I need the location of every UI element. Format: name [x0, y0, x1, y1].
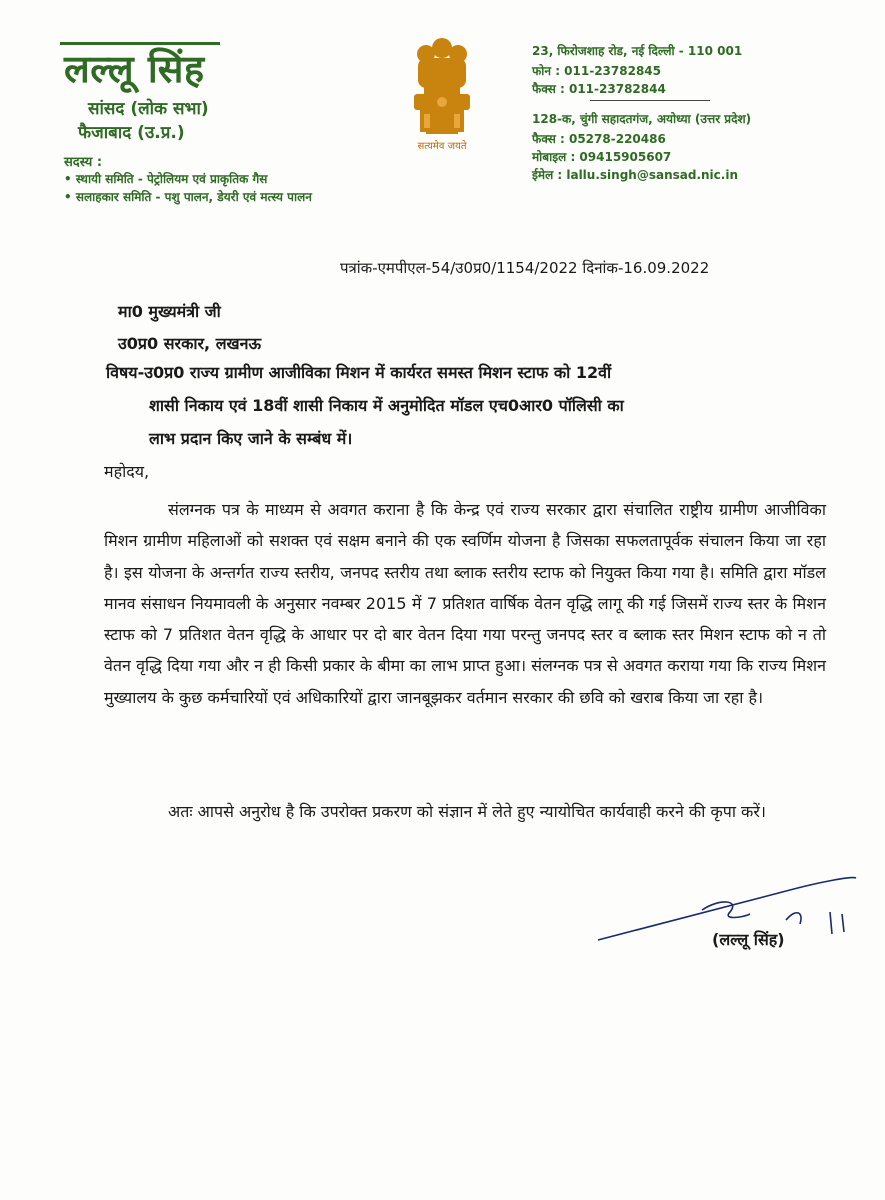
mp-name: लल्लू सिंह [64, 47, 205, 91]
body-paragraph-1: संलग्नक पत्र के माध्यम से अवगत कराना है कि केन्द्र एवं राज्य सरकार द्वारा संचालित राष्ट्रीय ग्रामीण आजीविका मिशन ग्रामीण महिलाओं को सशक्त एवं सक्षम बनाने की एक स्वर्णिम योजना है जिसका सफलतापूर्वक संचालन किया जा रहा है। इस योजना के अन्तर्गत राज्य स्तरीय, जनपद स्तरीय तथा ब्लाक स्तरीय स्टाफ को नियुक्त किया गया है। समिति द्वारा मॉडल मानव संसाधन नियमावली के अनुसार नवम्बर 2015 में 7 प्रतिशत वार्षिक वेतन वृद्धि लागू की गई जिसमें राज्य स्तर के मिशन स्टाफ को 7 प्रतिशत वेतन वृद्धि के आधार पर दो बार वेतन दिया गया परन्तु जनपद स्तर व ब्लाक स्तर मिशन स्टाफ को न तो वेतन वृद्धि दिया गया और न ही किसी प्रकार के बीमा का लाभ प्राप्त हुआ। संलग्नक पत्र से अवगत कराया गया कि राज्य मिशन मुख्यालय के कुछ कर्मचारियों एवं अधिकारियों द्वारा जानबूझकर वर्तमान सरकार की छवि को खराब किया जा रहा है। [104, 500, 826, 707]
addressee-line-2: उ0प्र0 सरकार, लखनऊ [118, 334, 262, 353]
mp-post: सांसद (लोक सभा) [88, 99, 209, 119]
letter-reference: पत्रांक-एमपीएल-54/उ0प्र0/1154/2022 दिनांक-16.09.2022 [340, 259, 710, 277]
member-heading: सदस्य : [64, 155, 103, 170]
delhi-phone: फोन : 011-23782845 [532, 64, 662, 78]
committee-1: • स्थायी समिति - पेट्रोलियम एवं प्राकृतिक गैस [64, 172, 268, 186]
subject-line-3: लाभ प्रदान किए जाने के सम्बंध में। [149, 429, 353, 448]
letter-subject [106, 356, 826, 455]
subject-line-1: विषय-उ0प्र0 राज्य ग्रामीण आजीविका मिशन में कार्यरत समस्त मिशन स्टाफ को 12वीं [106, 363, 612, 382]
addressee-line-1: मा0 मुख्यमंत्री जी [118, 302, 221, 321]
national-emblem-icon [400, 34, 484, 152]
emblem-motto: सत्यमेव जयते [417, 141, 467, 152]
salutation: महोदय, [104, 462, 150, 481]
ayodhya-email: ईमेल : lallu.singh@sansad.nic.in [532, 168, 738, 182]
ayodhya-mobile: मोबाइल : 09415905607 [532, 150, 672, 164]
signature-name: (लल्लू सिंह) [712, 930, 785, 949]
body-paragraph-2: अतः आपसे अनुरोध है कि उपरोक्त प्रकरण को संज्ञान में लेते हुए न्यायोचित कार्यवाही करने की कृपा करें। [168, 802, 766, 821]
subject-line-2: शासी निकाय एवं 18वीं शासी निकाय में अनुमोदित मॉडल एच0आर0 पॉलिसी का [149, 396, 624, 415]
ayodhya-address: 128-क, चुंगी सहादतगंज, अयोध्या (उत्तर प्रदेश) [532, 112, 752, 126]
committee-2: • सलाहकार समिति - पशु पालन, डेयरी एवं मत्स्य पालन [64, 190, 312, 204]
mp-constituency: फैजाबाद (उ.प्र.) [78, 123, 185, 143]
ayodhya-fax: फैक्स : 05278-220486 [532, 132, 666, 146]
address-divider [590, 100, 710, 101]
delhi-fax: फैक्स : 011-23782844 [532, 82, 666, 96]
delhi-address: 23, फिरोजशाह रोड, नई दिल्ली - 110 001 [532, 44, 743, 58]
